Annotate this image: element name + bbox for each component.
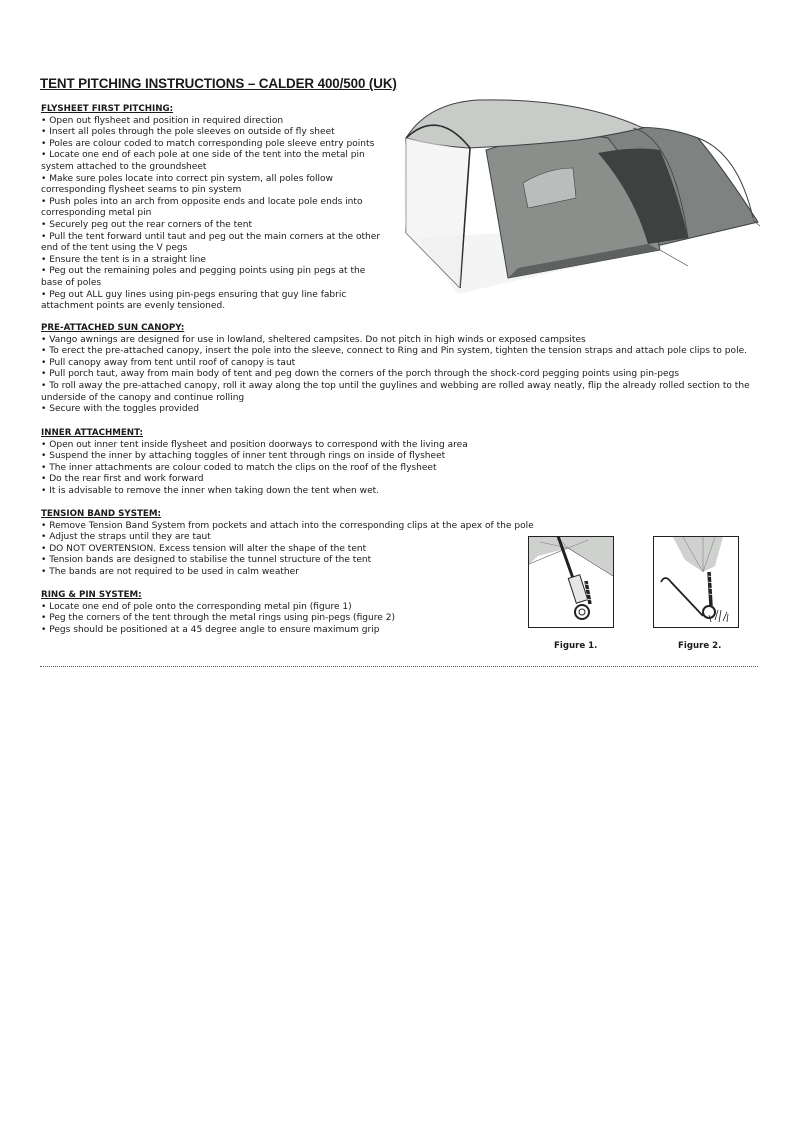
flysheet-section <box>41 104 386 313</box>
list-item: • To erect the pre-attached canopy, insert the pole into the sleeve, connect to Ring and Pin system, tighten the tension straps and attach pole clips to pole. <box>41 346 766 358</box>
list-item: • Tension bands are designed to stabilise the tunnel structure of the tent <box>41 555 541 567</box>
list-item: • Open out inner tent inside flysheet and position doorways to correspond with the living area <box>41 440 766 452</box>
list-item: • Do the rear first and work forward <box>41 474 766 486</box>
figure-1-caption: Figure 1. <box>554 641 598 651</box>
ring-pin-section <box>41 590 521 636</box>
dotted-divider <box>40 666 758 667</box>
tension-band-section <box>41 509 541 579</box>
list-item: • Pull canopy away from tent until roof of canopy is taut <box>41 358 766 370</box>
figure-2-caption: Figure 2. <box>678 641 722 651</box>
list-item: • It is advisable to remove the inner when taking down the tent when wet. <box>41 486 766 498</box>
list-item: • Peg out the remaining poles and pegging points using pin pegs at the base of poles <box>41 266 386 289</box>
list-item: • Adjust the straps until they are taut <box>41 532 541 544</box>
list-item: • Open out flysheet and position in required direction <box>41 116 386 128</box>
list-item: • Remove Tension Band System from pockets and attach into the corresponding clips at the apex of the pole <box>41 521 541 533</box>
section-heading: INNER ATTACHMENT: <box>41 428 143 438</box>
list-item: • Peg the corners of the tent through the metal rings using pin-pegs (figure 2) <box>41 613 521 625</box>
figure-2-illustration <box>653 536 739 628</box>
list-item: • Pull porch taut, away from main body of tent and peg down the corners of the porch through the shock-cord pegging points using pin-pegs <box>41 369 766 381</box>
list-item: • Secure with the toggles provided <box>41 404 766 416</box>
list-item: • Locate one end of each pole at one side of the tent into the metal pin system attached to the groundsheet <box>41 150 386 173</box>
list-item: • Pegs should be positioned at a 45 degree angle to ensure maximum grip <box>41 625 521 637</box>
list-item: • Vango awnings are designed for use in lowland, sheltered campsites. Do not pitch in high winds or exposed campsites <box>41 335 766 347</box>
list-item: • Peg out ALL guy lines using pin-pegs ensuring that guy line fabric attachment points are evenly tensioned. <box>41 290 386 313</box>
list-item: • Suspend the inner by attaching toggles of inner tent through rings on inside of flysheet <box>41 451 766 463</box>
list-item: • The inner attachments are colour coded to match the clips on the roof of the flysheet <box>41 463 766 475</box>
list-item: • Pull the tent forward until taut and peg out the main corners at the other end of the tent using the V pegs <box>41 232 386 255</box>
canopy-section <box>41 323 766 416</box>
figure-1-illustration <box>528 536 614 628</box>
list-item: • Make sure poles locate into correct pin system, all poles follow corresponding flysheet seams to pin system <box>41 174 386 197</box>
list-item: • DO NOT OVERTENSION. Excess tension will alter the shape of the tent <box>41 544 541 556</box>
list-item: • Ensure the tent is in a straight line <box>41 255 386 267</box>
list-item: • Securely peg out the rear corners of the tent <box>41 220 386 232</box>
inner-attachment-section <box>41 428 766 498</box>
list-item: • Poles are colour coded to match corresponding pole sleeve entry points <box>41 139 386 151</box>
section-heading: FLYSHEET FIRST PITCHING: <box>41 104 174 114</box>
page-title: TENT PITCHING INSTRUCTIONS – CALDER 400/500 (UK) <box>40 76 397 91</box>
list-item: • To roll away the pre-attached canopy, roll it away along the top until the guylines and webbing are rolled away neatly, flip the already rolled section to the underside of the canopy and continue rolling <box>41 381 766 404</box>
section-heading: TENSION BAND SYSTEM: <box>41 509 161 519</box>
list-item: • The bands are not required to be used in calm weather <box>41 567 541 579</box>
section-heading: PRE-ATTACHED SUN CANOPY: <box>41 323 185 333</box>
list-item: • Locate one end of pole onto the corresponding metal pin (figure 1) <box>41 602 521 614</box>
section-heading: RING & PIN SYSTEM: <box>41 590 142 600</box>
list-item: • Insert all poles through the pole sleeves on outside of fly sheet <box>41 127 386 139</box>
list-item: • Push poles into an arch from opposite ends and locate pole ends into corresponding metal pin <box>41 197 386 220</box>
tent-illustration <box>398 98 760 295</box>
